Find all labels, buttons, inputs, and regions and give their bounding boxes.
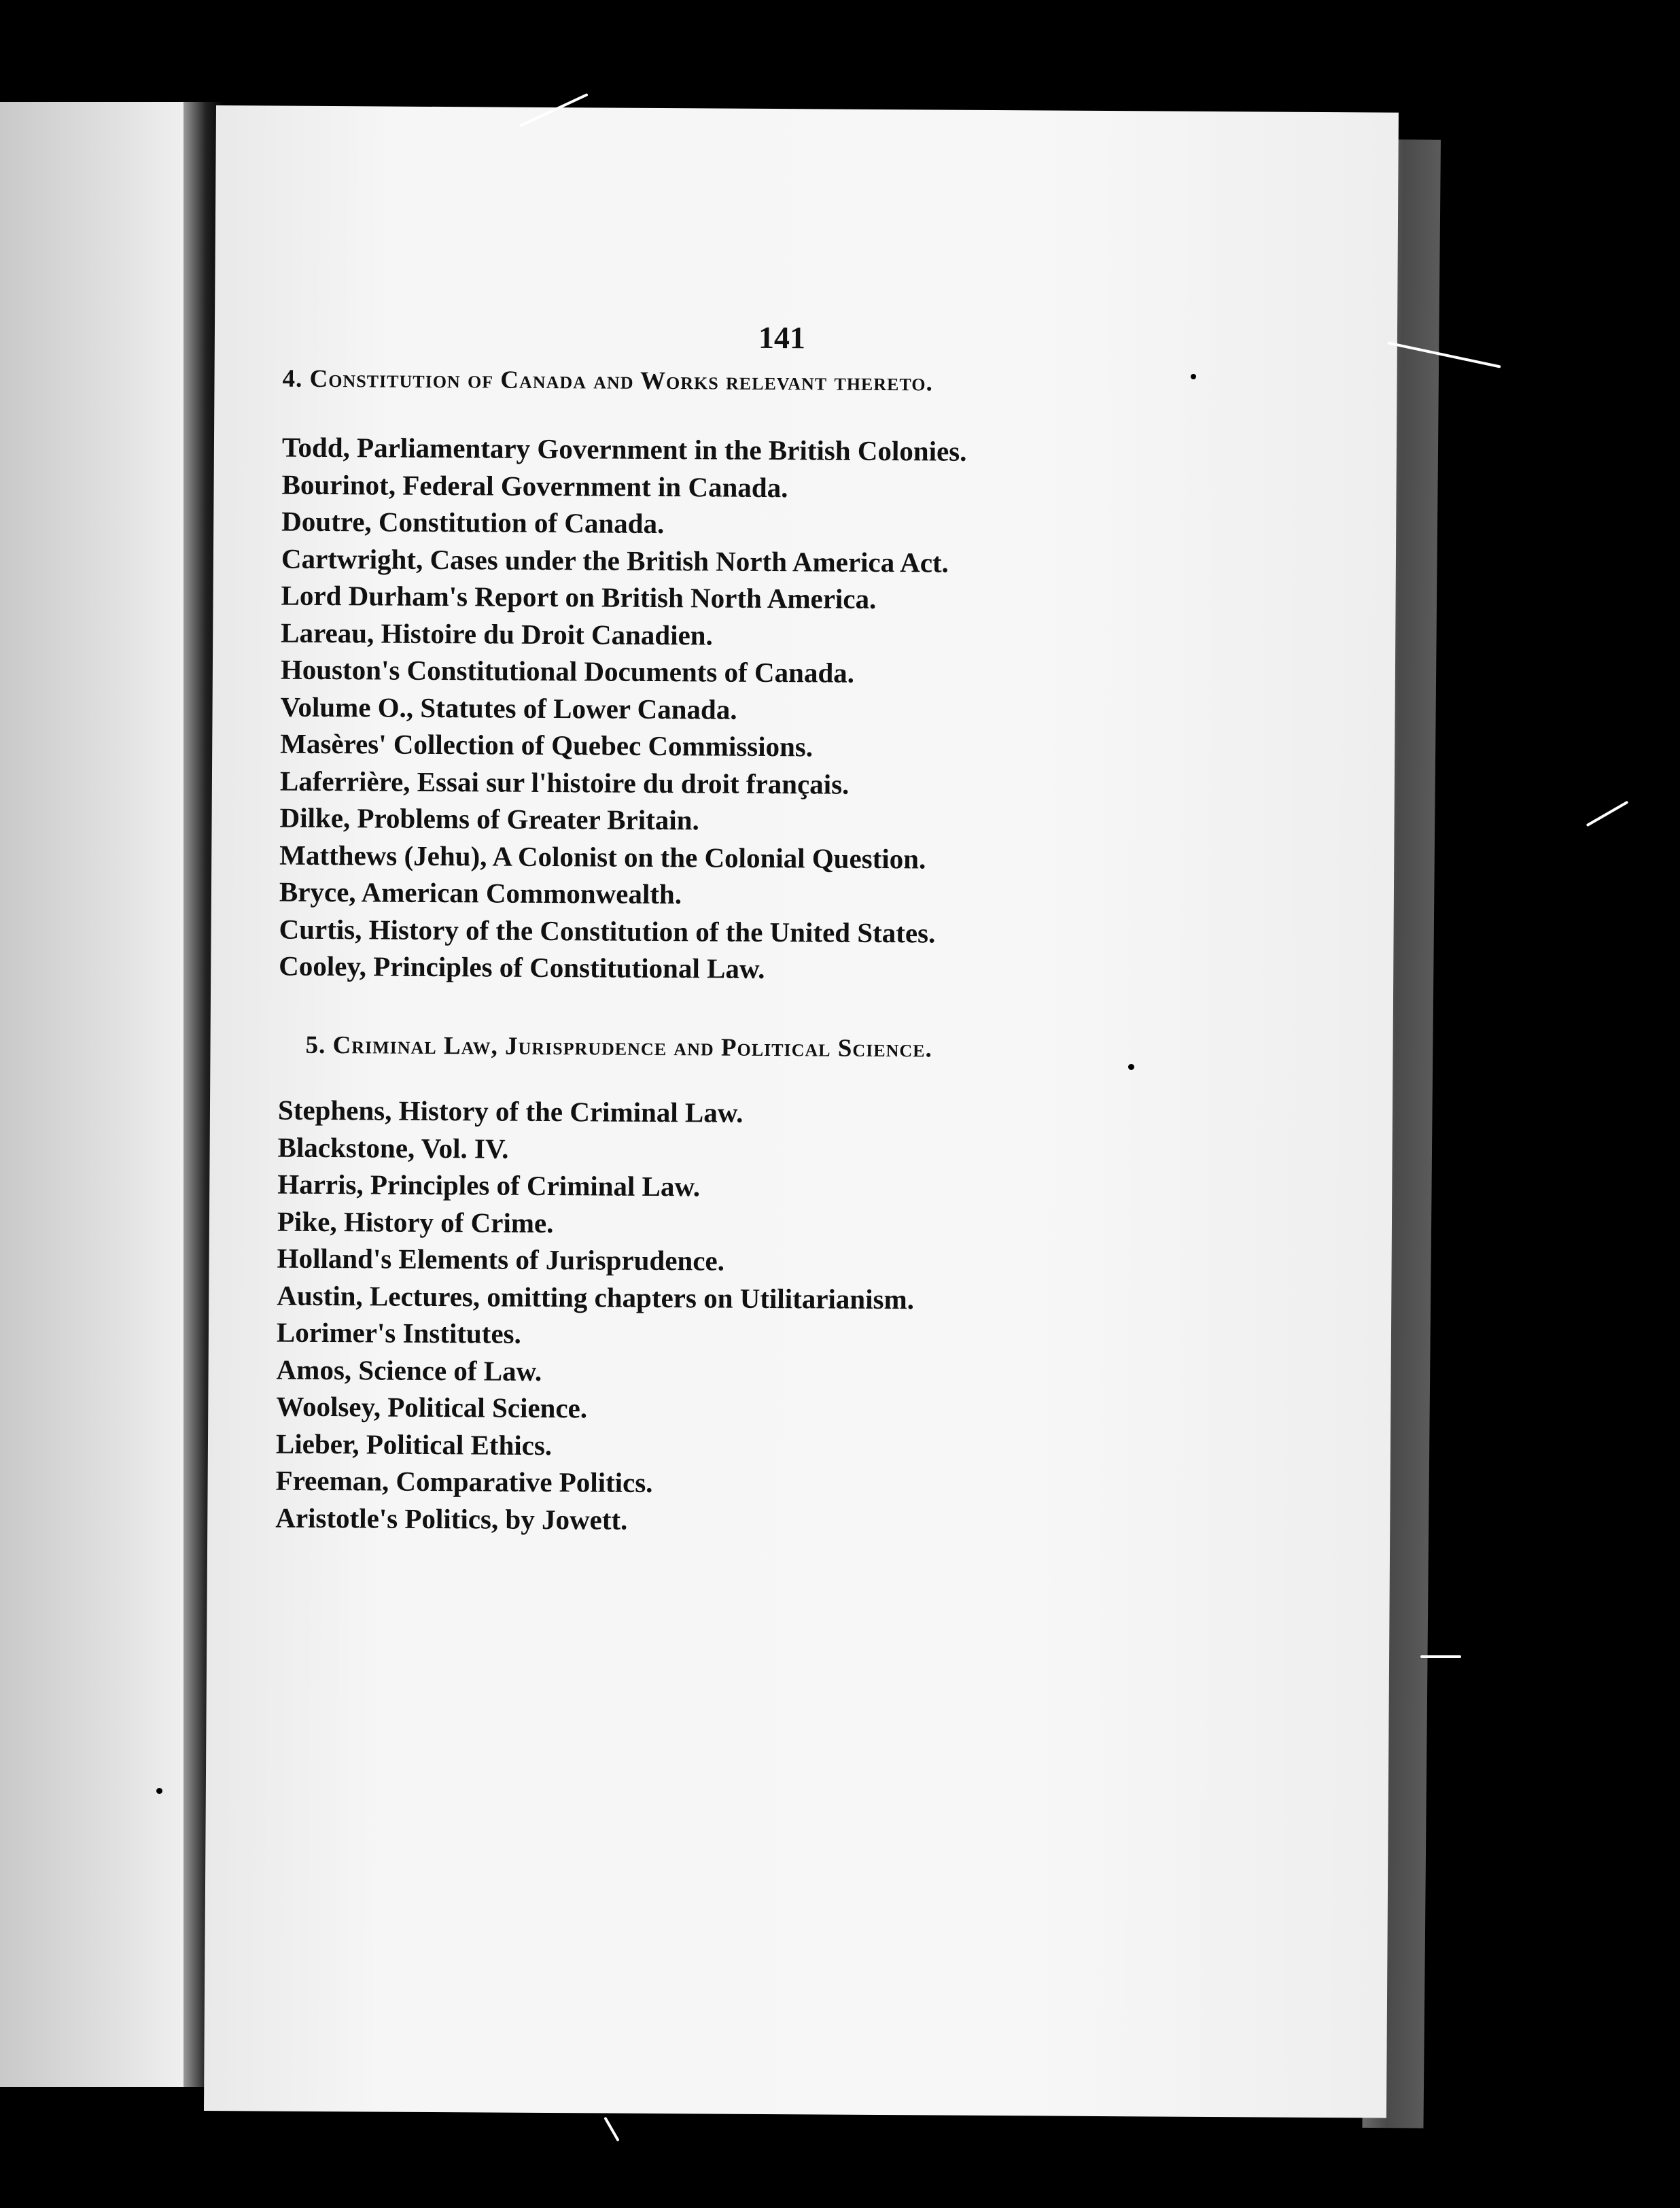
scan-fiber	[1586, 801, 1629, 827]
list-item: Aristotle's Politics, by Jowett.	[275, 1502, 628, 1536]
scan-fiber	[1420, 1655, 1461, 1658]
list-item: Woolsey, Political Science.	[276, 1390, 588, 1424]
dust-speck	[1424, 2114, 1432, 2122]
list-item: Austin, Lectures, omitting chapters on Utilitarianism.	[277, 1279, 915, 1315]
page-number: 141	[758, 320, 806, 356]
dust-speck	[1128, 1064, 1134, 1070]
list-item: Todd, Parliamentary Government in the British Colonies.	[281, 431, 967, 467]
list-item: Laferrière, Essai sur l'histoire du droit français.	[279, 765, 850, 800]
list-item: Bourinot, Federal Government in Canada.	[281, 468, 788, 503]
section-heading-constitution: 4. Constitution of Canada and Works relevant thereto.	[282, 364, 933, 397]
list-item: Curtis, History of the Constitution of the United States.	[279, 913, 936, 948]
dust-speck	[1191, 374, 1196, 379]
list-item: Masères' Collection of Quebec Commissions.	[280, 727, 813, 763]
list-item: Lareau, Histoire du Droit Canadien.	[281, 617, 713, 651]
list-item: Freeman, Comparative Politics.	[275, 1464, 653, 1498]
reading-list-constitution	[279, 429, 967, 989]
list-item: Matthews (Jehu), A Colonist on the Colonial Question.	[279, 839, 926, 874]
scan-fiber	[603, 2117, 619, 2142]
list-item: Lord Durham's Report on British North America.	[281, 579, 877, 615]
list-item: Holland's Elements of Jurisprudence.	[277, 1242, 725, 1277]
list-item: Bryce, American Commonwealth.	[279, 876, 682, 910]
page-content	[275, 317, 1370, 1536]
list-item: Amos, Science of Law.	[276, 1353, 542, 1387]
list-item: Pike, History of Crime.	[277, 1205, 554, 1239]
list-item: Houston's Constitutional Documents of Canada.	[280, 653, 855, 689]
list-item: Blackstone, Vol. IV.	[277, 1131, 509, 1165]
reading-list-criminal-law	[275, 1092, 915, 1540]
list-item: Doutre, Constitution of Canada.	[281, 505, 665, 540]
list-item: Lieber, Political Ethics.	[275, 1428, 553, 1461]
list-item: Cooley, Principles of Constitutional Law.	[279, 950, 765, 984]
book-page	[204, 105, 1399, 2118]
list-item: Volume O., Statutes of Lower Canada.	[280, 691, 737, 725]
list-item: Dilke, Problems of Greater Britain.	[279, 801, 699, 836]
list-item: Lorimer's Institutes.	[276, 1316, 521, 1349]
dust-speck	[156, 1788, 162, 1794]
list-item: Harris, Principles of Criminal Law.	[277, 1168, 701, 1203]
left-facing-page	[0, 102, 204, 2087]
section-heading-criminal-law: 5. Criminal Law, Jurisprudence and Political Science.	[305, 1031, 932, 1063]
list-item: Cartwright, Cases under the British North America Act.	[281, 542, 949, 579]
list-item: Stephens, History of the Criminal Law.	[277, 1094, 743, 1128]
